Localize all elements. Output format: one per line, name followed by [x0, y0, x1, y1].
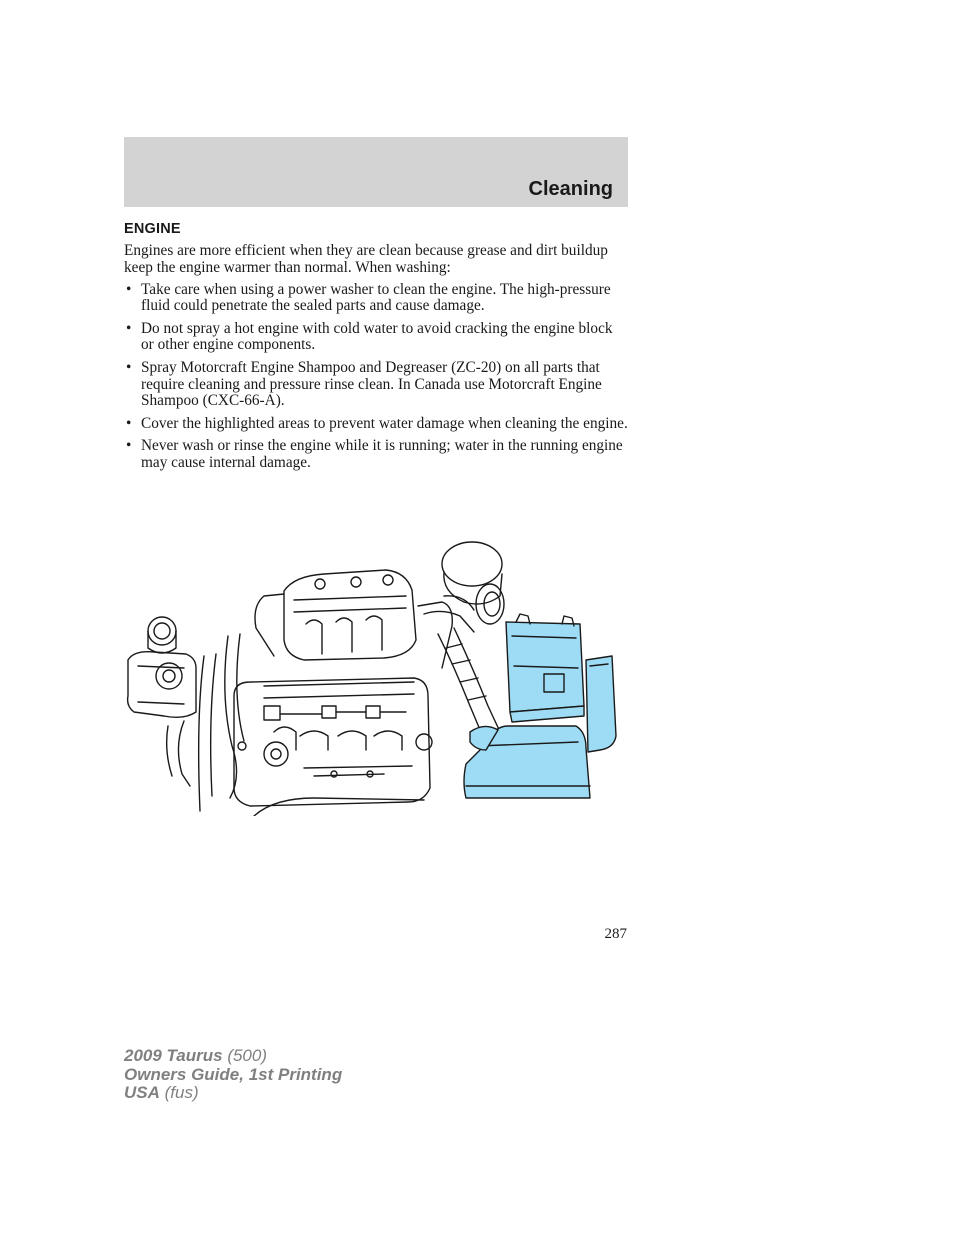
footer-guide-edition: Owners Guide, 1st Printing [124, 1064, 343, 1084]
junction-box-highlight [586, 656, 616, 752]
list-item: • Do not spray a hot engine with cold water to avoid cracking the engine block or other engine components. [126, 319, 613, 354]
highlighted-covered-areas [464, 614, 616, 798]
bullet-icon: • [126, 414, 132, 432]
bullet-icon: • [126, 436, 132, 454]
chapter-header-band [124, 137, 628, 207]
bullet-icon: • [126, 280, 132, 298]
footer-market: USA [124, 1083, 160, 1102]
intro-paragraph: Engines are more efficient when they are clean because grease and dirt buildup keep the engine warmer than normal. When washing: [124, 242, 608, 276]
bullet-list [124, 282, 628, 472]
bullet-icon: • [126, 358, 132, 376]
footer-model: 2009 Taurus [124, 1046, 223, 1065]
chapter-title: Cleaning [528, 178, 613, 200]
list-item: • Take care when using a power washer to clean the engine. The high-pressure fluid could penetrate the sealed parts and cause damage. [126, 280, 611, 315]
engine-compartment-illustration [124, 536, 624, 816]
list-item: • Never wash or rinse the engine while it is running; water in the running engine may cause internal damage. [126, 436, 623, 471]
section-heading: ENGINE [124, 221, 181, 237]
engine-line-art [128, 542, 504, 816]
footer-imprint: 2009 Taurus (500) Owners Guide, 1st Printing USA (fus) [124, 1046, 343, 1102]
page-number: 287 [604, 926, 627, 942]
bullet-icon: • [126, 319, 132, 337]
list-item: • Cover the highlighted areas to prevent water damage when cleaning the engine. [126, 414, 628, 432]
section-body [124, 243, 628, 477]
list-item: • Spray Motorcraft Engine Shampoo and Degreaser (ZC-20) on all parts that require cleaning and pressure rinse clean. In Canada use Motorcraft Engine Shampoo (CXC-66-A). [126, 358, 602, 410]
